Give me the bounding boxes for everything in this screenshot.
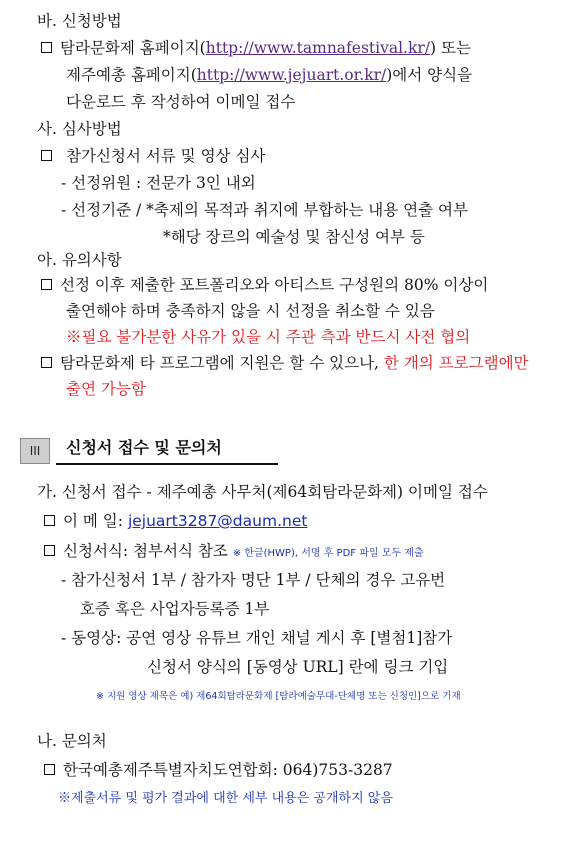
email-label: 이 메 일: [63, 512, 128, 530]
checkbox-square-icon [41, 42, 52, 53]
ba-item-1-text: 탐라문화제 홈페이지( [60, 39, 206, 57]
checkbox-square-icon [44, 515, 55, 526]
video-title-note: ※ 지원 영상 제목은 예) 제64회탐라문화제 [탐라예술무대-단체명 또는 신청인]으로 기재 [96, 691, 461, 702]
a-item-1 [41, 274, 488, 296]
ga-dash-2-line2: 신청서 양식의 [동영상 URL] 란에 링크 기입 [147, 658, 449, 676]
ga-dash-1: - 참가신청서 1부 / 참가자 명단 1부 / 단체의 경우 고유번 [61, 571, 446, 589]
ga-dash-1-line2: 호증 혹은 사업자등록증 1부 [80, 600, 270, 618]
email-link[interactable]: jejuart3287@daum.net [127, 512, 308, 530]
checkbox-square-icon [41, 357, 52, 368]
ga-form-row [44, 540, 424, 565]
section-sa-heading: 사. 심사방법 [37, 120, 122, 138]
sa-item-1 [41, 145, 265, 167]
section-ga-heading: 가. 신청서 접수 - 제주예총 사무처(제64회탐라문화제) 이메일 접수 [37, 483, 488, 501]
a-item-1-text: 선정 이후 제출한 포트폴리오와 아티스트 구성원의 80% 이상이 [60, 276, 489, 294]
sa-dash-2-line2: *해당 장르의 예술성 및 참신성 여부 등 [163, 228, 425, 246]
section-ba-heading: 바. 신청방법 [37, 12, 122, 30]
a-item-2 [41, 352, 529, 374]
a-item-1-note: ※필요 불가분한 사유가 있을 시 주관 측과 반드시 사전 협의 [66, 328, 471, 346]
section-a-heading: 아. 유의사항 [37, 251, 122, 269]
a-item-2-warning-line2: 출연 가능함 [66, 380, 146, 398]
na-contact-row [44, 759, 393, 781]
sa-dash-1: - 선정위원 : 전문가 3인 내외 [61, 174, 256, 192]
ga-dash-2: - 동영상: 공연 영상 유튜브 개인 채널 게시 후 [별첨1]참가 [61, 629, 453, 647]
checkbox-square-icon [44, 764, 55, 775]
a-item-2-text: 탐라문화제 타 프로그램에 지원은 할 수 있으나, [60, 354, 384, 372]
ba-item-1-line2-text: 제주예총 홈페이지( [66, 66, 197, 84]
ba-item-1-suffix: ) 또는 [430, 39, 471, 57]
checkbox-square-icon [41, 279, 52, 290]
section-title-underline [56, 463, 278, 465]
a-item-1-line2: 출연해야 하며 충족하지 않을 시 선정을 취소할 수 있음 [66, 302, 435, 320]
na-note: ※제출서류 및 평가 결과에 대한 세부 내용은 공개하지 않음 [58, 791, 393, 806]
form-label: 신청서식: 첨부서식 참조 [63, 542, 233, 560]
section-title: 신청서 접수 및 문의처 [66, 438, 222, 457]
ba-item-1-line2-suffix: )에서 양식을 [386, 66, 473, 84]
ga-email-row [44, 510, 307, 532]
ba-item-1 [41, 37, 471, 59]
a-item-2-warning: 한 개의 프로그램에만 [383, 354, 529, 372]
checkbox-square-icon [44, 545, 55, 556]
checkbox-square-icon [41, 150, 52, 161]
tamnafestival-link[interactable]: http://www.tamnafestival.kr/ [205, 39, 430, 57]
section-number-box: III [20, 438, 50, 464]
section-na-heading: 나. 문의처 [37, 732, 107, 750]
form-note: ※ 한글(HWP), 서명 후 PDF 파일 모두 제출 [232, 548, 424, 559]
contact-text: 한국예총제주특별자치도연합회: 064)753-3287 [63, 761, 393, 779]
ba-item-1-line3: 다운로드 후 작성하여 이메일 접수 [66, 93, 296, 111]
ba-item-1-line2 [66, 64, 472, 86]
sa-dash-2: - 선정기준 / *축제의 목적과 취지에 부합하는 내용 연출 여부 [61, 201, 468, 219]
jejuart-link[interactable]: http://www.jejuart.or.kr/ [196, 66, 387, 84]
sa-item-1-text: 참가신청서 서류 및 영상 심사 [66, 147, 266, 165]
